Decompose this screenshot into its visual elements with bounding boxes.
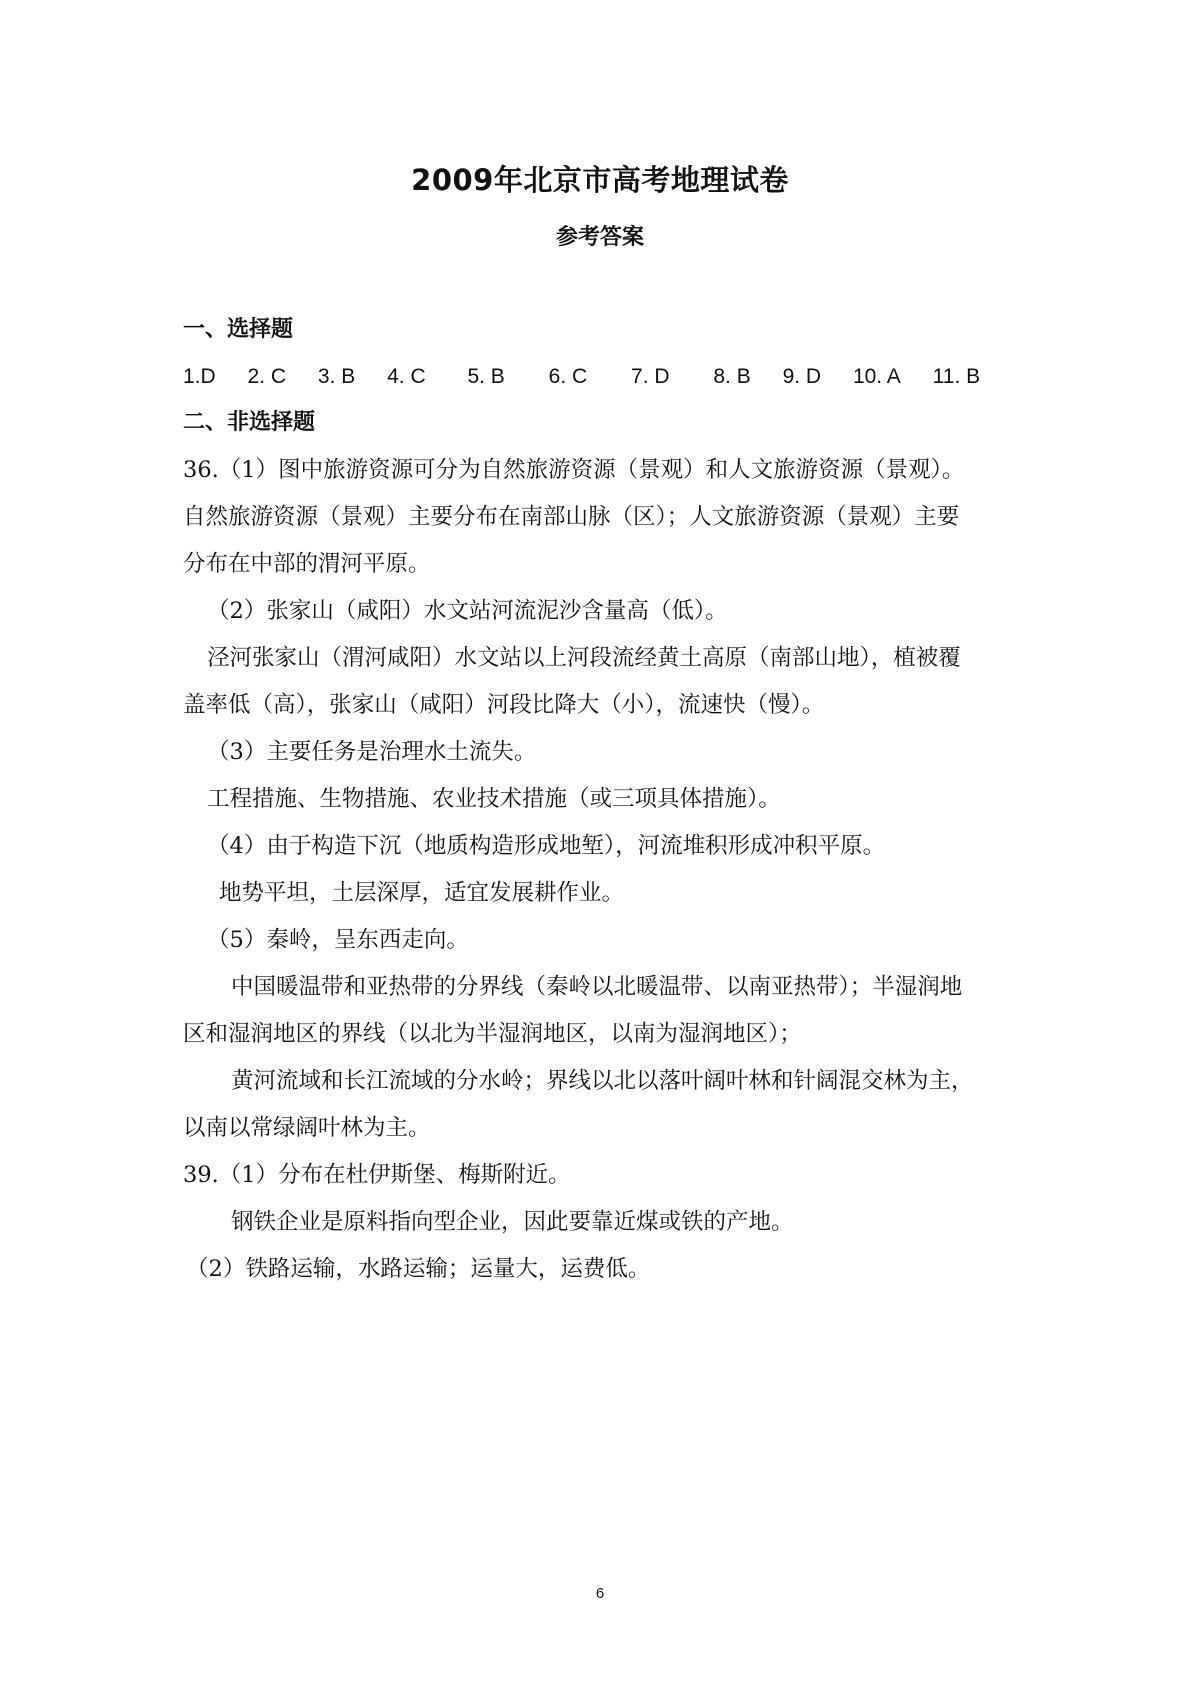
answer-item: 8. B xyxy=(713,365,751,388)
answer-item: 11. B xyxy=(932,365,981,388)
answer-line: 工程措施、生物措施、农业技术措施（或三项具体措施）。 xyxy=(207,786,781,812)
answer-item: 3. B xyxy=(317,365,356,388)
answer-item: 1.D xyxy=(183,365,216,388)
answer-item: 10. A xyxy=(852,365,901,388)
answer-item: 7. D xyxy=(631,365,670,388)
page-number: 6 xyxy=(595,1585,605,1602)
multiple-choice-answers xyxy=(183,362,1006,392)
section-heading-multiple-choice: 一、选择题 xyxy=(183,317,294,342)
answer-line: 中国暖温带和亚热带的分界线（秦岭以北暖温带、以南亚热带）；半湿润地 xyxy=(231,974,963,1000)
answer-item: 9. D xyxy=(782,365,822,388)
answer-line: （4）由于构造下沉（地质构造形成地堑），河流堆积形成冲积平原。 xyxy=(207,833,886,859)
answer-item: 4. C xyxy=(387,365,426,388)
answer-line: 盖率低（高），张家山（咸阳）河段比降大（小），流速快（慢）。 xyxy=(183,692,825,718)
answer-item: 5. B xyxy=(467,365,505,388)
answer-line: 39.（1）分布在杜伊斯堡、梅斯附近。 xyxy=(183,1162,571,1188)
answer-line: 分布在中部的渭河平原。 xyxy=(183,551,431,577)
answer-line: 泾河张家山（渭河咸阳）水文站以上河段流经黄土高原（南部山地），植被覆 xyxy=(207,645,961,671)
answer-line: 36.（1）图中旅游资源可分为自然旅游资源（景观）和人文旅游资源（景观）。 xyxy=(183,457,965,483)
answer-line: （2）张家山（咸阳）水文站河流泥沙含量高（低）。 xyxy=(207,598,728,624)
answer-line: 黄河流域和长江流域的分水岭；界线以北以落叶阔叶林和针阔混交林为主， xyxy=(231,1068,974,1094)
answer-line: （2）铁路运输，水路运输；运量大，运费低。 xyxy=(186,1256,651,1282)
page-subtitle: 参考答案 xyxy=(555,225,644,250)
answer-item: 2. C xyxy=(247,365,287,388)
answer-item: 6. C xyxy=(548,365,588,388)
answer-line: 地势平坦，土层深厚，适宜发展耕作业。 xyxy=(219,880,625,906)
answer-line: （3）主要任务是治理水土流失。 xyxy=(207,739,537,765)
answer-line: 区和湿润地区的界线（以北为半湿润地区，以南为湿润地区）； xyxy=(183,1021,802,1047)
page-title: 2009年北京市高考地理试卷 xyxy=(411,163,789,197)
answer-line: 钢铁企业是原料指向型企业，因此要靠近煤或铁的产地。 xyxy=(231,1209,794,1235)
section-heading-non-multiple-choice: 二、非选择题 xyxy=(183,410,316,435)
answer-line: （5）秦岭，呈东西走向。 xyxy=(207,927,469,953)
answer-line: 自然旅游资源（景观）主要分布在南部山脉（区）；人文旅游资源（景观）主要 xyxy=(183,504,960,530)
answer-line: 以南以常绿阔叶林为主。 xyxy=(183,1115,431,1141)
